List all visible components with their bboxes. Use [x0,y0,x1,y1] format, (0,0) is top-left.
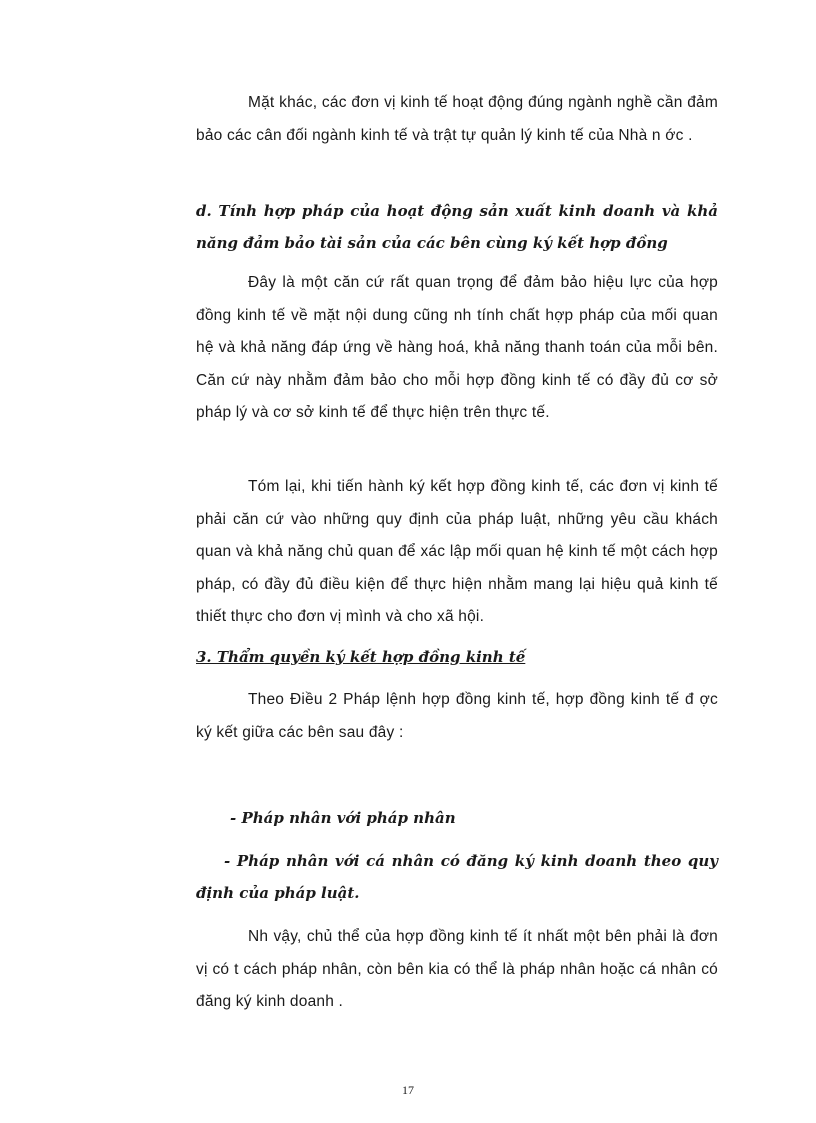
paragraph-theo-dieu-2: Theo Điều 2 Pháp lệnh hợp đồng kinh tế, hợp đồng kinh tế đ ợc ký kết giữa các bên sau đây : [196,691,718,741]
page-number: 17 [402,1083,414,1097]
paragraph-mat-khac: Mặt khác, các đơn vị kinh tế hoạt động đúng ngành nghề cần đảm bảo các cân đối ngành kinh tế và trật tự quản lý kinh tế của Nhà n ớc . [196,94,718,144]
section-heading-3: 3. Thẩm quyền ký kết hợp đồng kinh tế [196,648,526,666]
section-heading-d: d. Tính hợp pháp của hoạt động sản xuất kinh doanh và khả năng đảm bảo tài sản của các bên cùng ký kết hợp đồng [196,202,718,252]
paragraph-nhu-vay: Nh vậy, chủ thể của hợp đồng kinh tế ít nhất một bên phải là đơn vị có t cách pháp nhân, còn bên kia có thể là pháp nhân hoặc cá nhân có đăng ký kinh doanh . [196,928,718,1010]
paragraph-day-la: Đây là một căn cứ rất quan trọng để đảm bảo hiệu lực của hợp đồng kinh tế về mặt nội dung cũng nh tính chất hợp pháp của mối quan hệ và khả năng đáp ứng về hàng hoá, khả năng thanh toán của mỗi bên. Căn cứ này nhằm đảm bảo cho mỗi hợp đồng kinh tế có đầy đủ cơ sở pháp lý và cơ sở kinh tế để thực hiện trên thực tế. [196,274,718,421]
paragraph-tom-lai: Tóm lại, khi tiến hành ký kết hợp đồng kinh tế, các đơn vị kinh tế phải căn cứ vào những quy định của pháp luật, những yêu cầu khách quan và khả năng chủ quan để xác lập mối quan hệ kinh tế một cách hợp pháp, có đầy đủ điều kiện để thực hiện nhằm mang lại hiệu quả kinh tế thiết thực cho đơn vị mình và cho xã hội. [196,478,718,625]
list-item-ca-nhan: - Pháp nhân với cá nhân có đăng ký kinh doanh theo quy định của pháp luật. [196,852,718,902]
list-item-phap-nhan: - Pháp nhân với pháp nhân [230,809,456,827]
